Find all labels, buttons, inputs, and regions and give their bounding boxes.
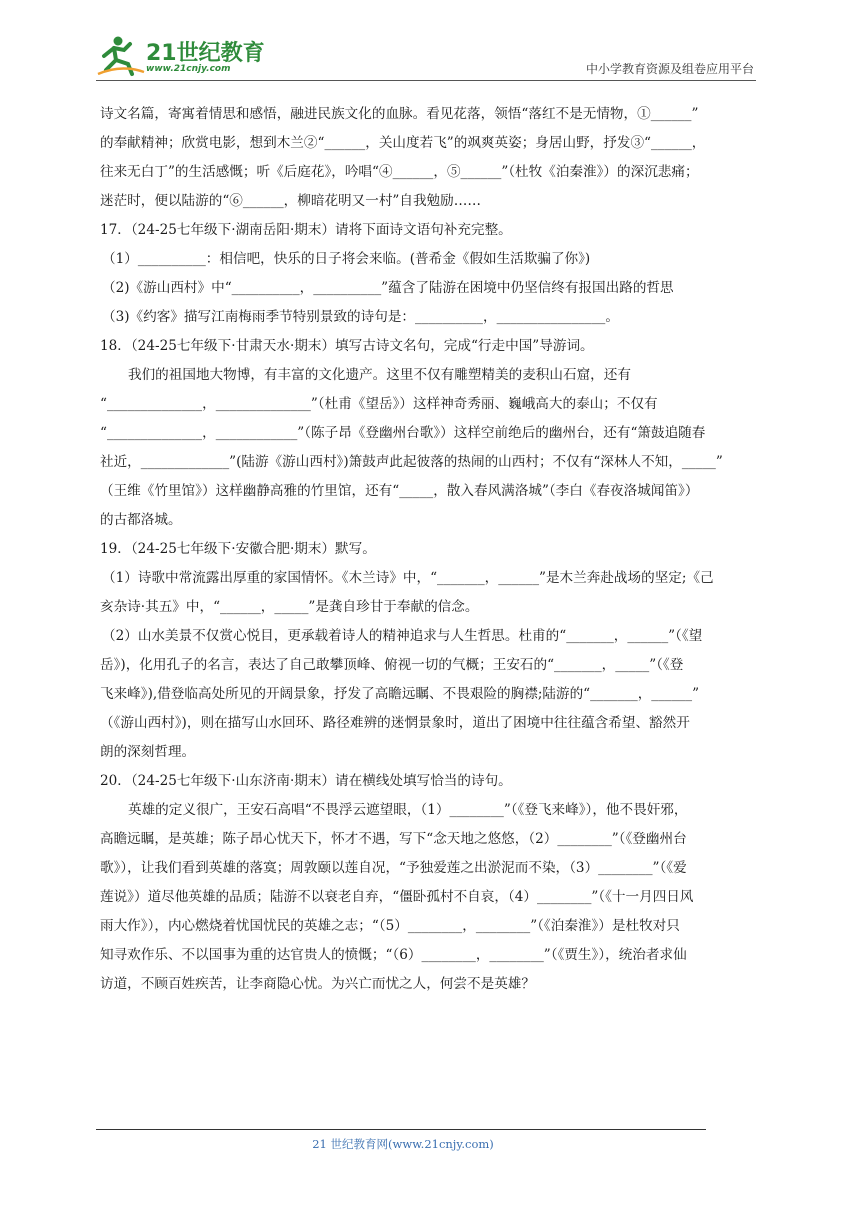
question-18-line: 我们的祖国地大物博，有丰富的文化遗产。这里不仅有雕塑精美的麦积山石窟，还有: [128, 367, 631, 383]
question-20-heading: 20．（24-25七年级下·山东济南·期末）请在横线处填写恰当的诗句。: [100, 773, 512, 789]
logo-subtitle: www.21cnjy.com: [146, 64, 231, 74]
question-18-heading: 18．（24-25七年级下·甘肃天水·期末）填写古诗文名句，完成“行走中国”导游词。: [100, 338, 594, 354]
question-17-part-1: （1）__________：相信吧，快乐的日子将会来临。(普希金《假如生活欺骗了你》): [102, 251, 591, 267]
page-header: [0, 0, 860, 84]
text-line: 迷茫时，便以陆游的“⑥______，柳暗花明又一村”自我勉励……: [100, 193, 481, 209]
question-18-line: 的古都洛城。: [100, 512, 182, 528]
question-19-line: （2）山水美景不仅赏心悦目，更承载着诗人的精神追求与人生哲思。杜甫的“_______，______”（《望: [102, 628, 703, 644]
question-19-heading: 19．（24-25七年级下·安徽合肥·期末）默写。: [100, 541, 376, 557]
question-19-line: （《游山西村》)，则在描写山水回环、路径难辨的迷惘景象时，道出了困境中往往蕴含希望、豁然开: [100, 715, 690, 731]
question-20-line: 知寻欢作乐、不以国事为重的达官贵人的愤慨；“（6）________，________”（《贾生》），统治者求仙: [100, 947, 687, 963]
question-18-line: （王维《竹里馆》）这样幽静高雅的竹里馆，还有“_____，散入春风满洛城”（李白《春夜洛城闻笛》）: [100, 483, 699, 499]
text-line: 往来无白丁”的生活感慨；听《后庭花》，吟唱“④______，⑤______”（杜牧《泊秦淮》）的深沉悲痛；: [100, 164, 699, 180]
question-19-line: （1）诗歌中常流露出厚重的家国情怀。《木兰诗》中，“_______，______”是木兰奔赴战场的坚定;《己: [102, 570, 714, 586]
question-17-heading: 17．（24-25七年级下·湖南岳阳·期末）请将下面诗文语句补充完整。: [100, 222, 512, 238]
header-divider: [96, 80, 756, 81]
document-body: [100, 100, 764, 999]
question-19-line: 亥杂诗·其五》中，“______，_____”是龚自珍甘于奉献的信念。: [100, 599, 479, 615]
platform-name: 中小学教育资源及组卷应用平台: [585, 62, 754, 76]
text-line: 诗文名篇，寄寓着情思和感悟，融进民族文化的血脉。看见花落，领悟“落红不是无情物，①______”: [100, 106, 699, 122]
question-20-line: 莲说》）道尽他英雄的品质；陆游不以衰老自弃，“僵卧孤村不自哀，（4）________”（《十一月四日风: [100, 889, 694, 905]
question-20-line: 高瞻远瞩，是英雄；陈子昂心忧天下，怀才不遇，写下“念天地之悠悠，（2）________”（《登幽州台: [100, 831, 687, 847]
question-18-line: “______________，______________”（杜甫《望岳》）这样神奇秀丽、巍峨高大的泰山；不仅有: [100, 396, 658, 412]
question-18-line: 社近，_____________”(陆游《游山西村》)箫鼓声此起彼落的热闹的山西村；不仅有“深林人不知，_____”: [100, 454, 723, 470]
text-line: 的奉献精神；欣赏电影，想到木兰②“______，关山度若飞”的飒爽英姿；身居山野，抒发③“______，: [100, 135, 706, 151]
logo-text: 21世纪教育: [146, 41, 265, 66]
question-17-part-3: （3)《约客》描写江南梅雨季节特别景致的诗句是：__________，________________。: [102, 309, 619, 325]
question-20-line: 访道，不顾百姓疾苦，让李商隐心忧。为兴亡而忧之人，何尝不是英雄？: [100, 976, 535, 992]
question-19-line: 飞来峰》),借登临高处所见的开阔景象，抒发了高瞻远瞩、不畏艰险的胸襟;陆游的“_______，______”: [100, 686, 700, 702]
question-20-line: 英雄的定义很广，王安石高唱“不畏浮云遮望眼，（1）________”（《登飞来峰》），他不畏奸邪，: [128, 802, 688, 818]
question-17-part-2: （2)《游山西村》中“__________，__________”蕴含了陆游在困境中仍坚信终有报国出路的哲思: [102, 280, 674, 296]
footer-link[interactable]: 21 世纪教育网(www.21cnjy.com): [312, 1137, 494, 1151]
question-19-line: 朗的深刻哲理。: [100, 744, 196, 760]
footer-divider: [96, 1129, 706, 1130]
question-20-line: 歌》），让我们看到英雄的落寞；周敦颐以莲自况，“予独爱莲之出淤泥而不染，（3）________”（《爱: [100, 860, 687, 876]
question-20-line: 雨大作》），内心燃烧着忧国忧民的英雄之志；“（5）________，________”（《泊秦淮》）是杜牧对只: [100, 918, 680, 934]
question-19-line: 岳》)，化用孔子的名言，表达了自己敢攀顶峰、俯视一切的气概；王安石的“_______，_____”（《登: [100, 657, 684, 673]
question-18-line: “______________，____________”（陈子昂《登幽州台歌》）这样空前绝后的幽州台，还有“箫鼓追随春: [100, 425, 706, 441]
